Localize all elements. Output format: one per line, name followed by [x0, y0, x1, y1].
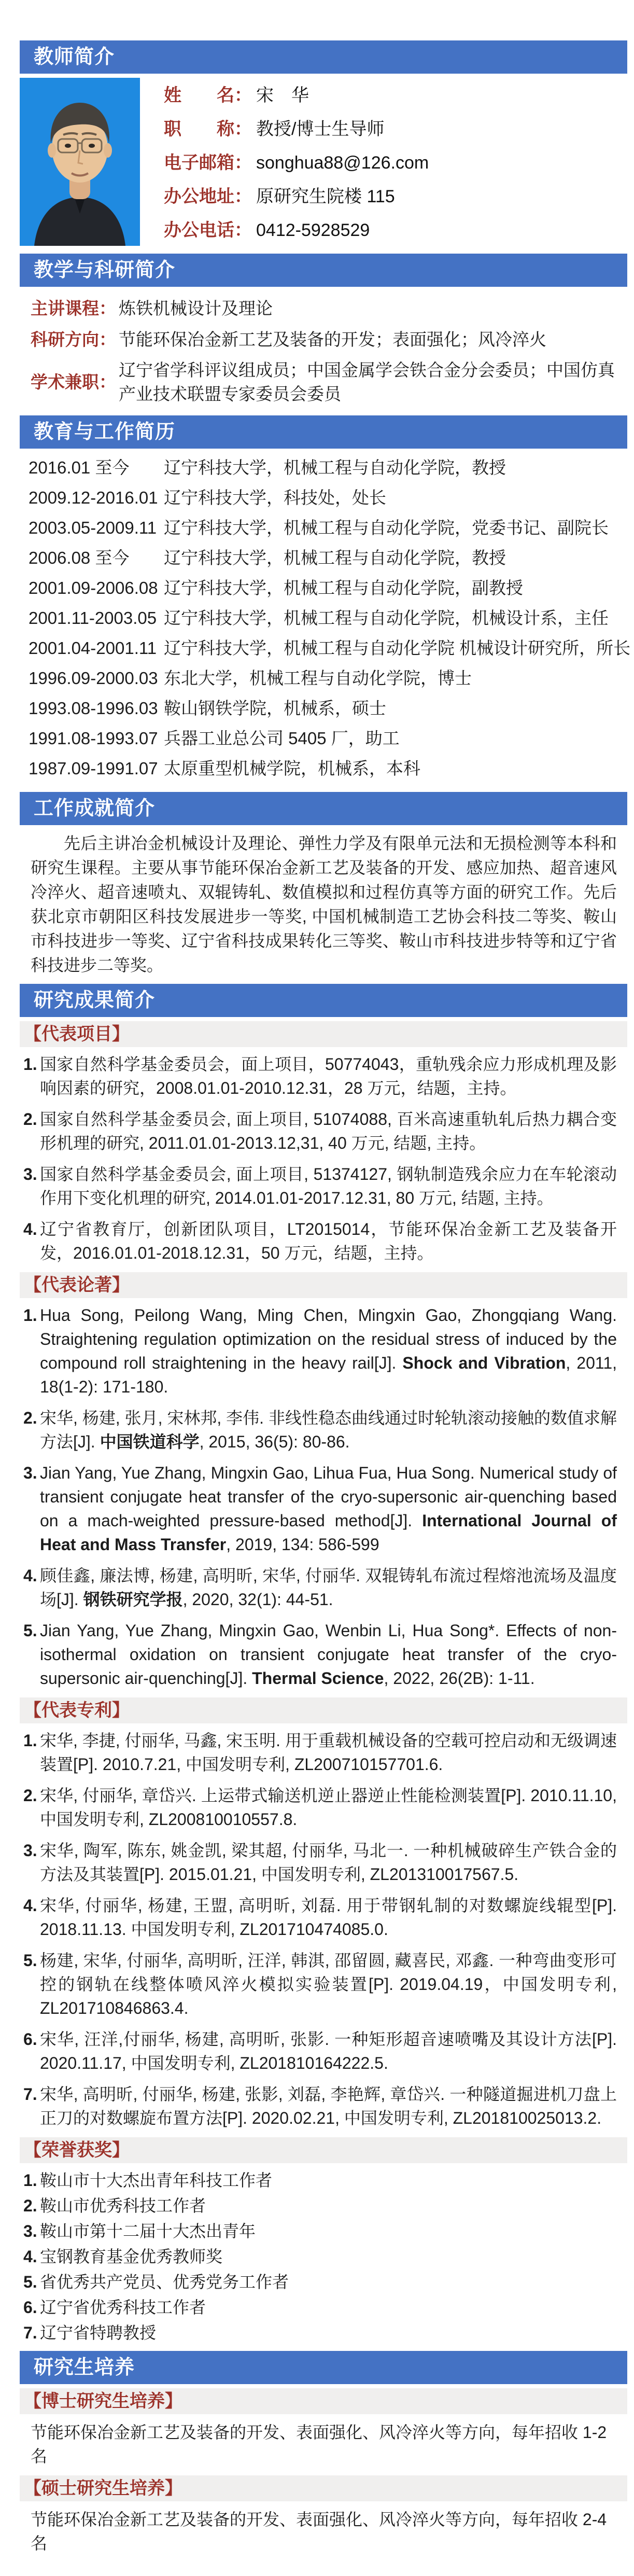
project-item: 国家自然科学基金委员会，面上项目，50774043，重轨残余应力形成机理及影响因素的研究，2008.01.01-2010.12.31，28 万元，结题，主持。 — [40, 1055, 617, 1097]
patent-item: 宋华, 汪洋,付丽华, 杨建, 高明昕, 张影. 一种矩形超音速喷嘴及其设计方法[P]. 2020.11.17, 中国发明专利, ZL201810164222.5. — [40, 2030, 617, 2072]
portrait-illustration — [20, 78, 140, 246]
publication-item — [40, 1564, 617, 1611]
publication-cite: , 2011, 18(1-2): 171-180. — [40, 1354, 617, 1396]
projects-list — [20, 1052, 627, 1265]
patent-item: 宋华, 高明昕, 付丽华, 杨建, 张影, 刘磊, 李艳辉, 章岱兴. 一种隧道掘进机刀盘上正刀的对数螺旋布置方法[P]. 2020.02.21, 中国发明专利, ZL201810025013.2. — [40, 2085, 617, 2127]
profile-block — [20, 78, 627, 247]
career-role: 太原重型机械学院，机械系，本科 — [164, 759, 420, 778]
honor-item: 鞍山市十大杰出青年科技工作者 — [40, 2171, 273, 2190]
subheading-master: 【硕士研究生培养】 — [20, 2475, 627, 2501]
journal-name: 钢铁研究学报 — [83, 1590, 183, 1609]
section-header-career: 教育与工作简历 — [20, 415, 627, 449]
teaching-block — [20, 287, 627, 409]
master-recruit-text: 节能环保冶金新工艺及装备的开发、表面强化、风冷淬火等方向，每年招收 2-4 名 — [31, 2510, 607, 2553]
career-role: 兵器工业总公司 5405 厂，助工 — [164, 729, 400, 748]
courses-value: 炼铁机械设计及理论 — [119, 299, 273, 318]
career-period: 2003.05-2009.11 — [29, 518, 157, 537]
title-label: 职 称： — [164, 119, 252, 139]
journal-name: Shock and Vibration — [402, 1354, 566, 1372]
patent-item: 宋华, 陶军, 陈东, 姚金凯, 梁其超, 付丽华, 马北一. 一种机械破碎生产铁合金的方法及其装置[P]. 2015.01.21, 中国发明专利, ZL201310017567.5. — [40, 1841, 617, 1884]
career-role: 鞍山钢铁学院，机械系，硕士 — [164, 699, 386, 718]
honor-item: 省优秀共产党员、优秀党务工作者 — [40, 2273, 289, 2291]
row-research-direction — [31, 324, 627, 355]
field-row-name — [164, 79, 429, 113]
career-list — [20, 449, 631, 786]
career-period: 2016.01 至今 — [29, 458, 130, 477]
phone-label: 办公电话： — [164, 220, 252, 240]
career-row — [29, 633, 631, 663]
career-row — [29, 663, 627, 693]
teacher-photo — [20, 78, 140, 246]
career-row — [29, 754, 627, 784]
name-value: 宋 华 — [256, 86, 309, 105]
publications-list — [20, 1303, 627, 1690]
publication-text: Hua Song, Peilong Wang, Ming Chen, Mingxin Gao, Zhongqiang Wang. Straightening regulation optimization on the residual stress of induced by the compound roll straightening in the heavy rail[J]. — [40, 1306, 617, 1372]
section-header-achievements: 工作成就简介 — [20, 792, 627, 825]
section-header-research: 研究成果简介 — [20, 984, 627, 1017]
journal-name: 中国铁道科学 — [100, 1432, 200, 1451]
title-value: 教授/博士生导师 — [256, 119, 385, 139]
publication-text: Jian Yang, Yue Zhang, Mingxin Gao, Wenbin Li, Hua Song*. Effects of non-isothermal oxidation on transient conjugate heat transfer of the cryo-supersonic air-quenching[J]. — [40, 1621, 617, 1688]
section-header-teaching: 教学与科研简介 — [20, 254, 627, 287]
courses-label: 主讲课程： — [31, 299, 116, 318]
project-item: 国家自然科学基金委员会, 面上项目, 51374127, 钢轨制造残余应力在车轮滚动作用下变化机理的研究, 2014.01.01-2017.12.31, 80 万元, 结题, 主持。 — [40, 1165, 617, 1207]
field-row-email — [164, 146, 429, 180]
publication-text: Jian Yang, Yue Zhang, Mingxin Gao, Lihua Fua, Hua Song. Numerical study of transient conjugate heat transfer of the cryo-supersonic air-quenching based on a mach-weighted pressure-based method[J]. — [40, 1464, 617, 1530]
honor-item: 鞍山市优秀科技工作者 — [40, 2196, 206, 2215]
career-period: 1991.08-1993.07 — [29, 729, 158, 748]
subheading-honors: 【荣誉获奖】 — [20, 2137, 627, 2163]
career-period: 2006.08 至今 — [29, 548, 130, 567]
field-row-office — [164, 180, 429, 214]
publication-item — [40, 1461, 617, 1556]
career-row — [29, 693, 627, 723]
profile-fields — [164, 78, 429, 247]
section-header-teacher-intro: 教师简介 — [20, 40, 627, 74]
career-row — [29, 513, 627, 543]
research-direction-value: 节能环保冶金新工艺及装备的开发；表面强化；风冷淬火 — [119, 330, 546, 349]
email-label: 电子邮箱： — [164, 153, 252, 173]
subheading-projects: 【代表项目】 — [20, 1021, 627, 1047]
portrait-ear-right — [104, 143, 112, 158]
journal-name: Thermal Science — [252, 1669, 384, 1688]
career-role: 东北大学，机械工程与自动化学院，博士 — [164, 669, 472, 688]
career-role: 辽宁科技大学，机械工程与自动化学院，副教授 — [164, 578, 523, 597]
row-academic-posts — [31, 355, 627, 409]
field-row-phone — [164, 214, 429, 247]
project-item: 辽宁省教育厅，创新团队项目，LT2015014，节能环保冶金新工艺及装备开发，2016.01.01-2018.12.31，50 万元，结题，主持。 — [40, 1220, 617, 1262]
portrait-ear-left — [48, 143, 56, 158]
academic-posts-label: 学术兼职： — [31, 372, 116, 392]
achievements-paragraph: 先后主讲冶金机械设计及理论、弹性力学及有限单元法和无损检测等本科和研究生课程。主要从事节能环保冶金新工艺及装备的开发、感应加热、超音速风冷淬火、超音速喷丸、双辊铸轧、数值模拟和过程仿真等方面的研究工作。先后获北京市朝阳区科技发展进步一等奖, 中国机械制造工艺协会科技二等奖、鞍山市科技进步一等奖、辽宁省科技成果转化三等奖、鞍山市科技进步特等和辽宁省科技进步二等奖。 — [31, 834, 617, 974]
subheading-phd: 【博士研究生培养】 — [20, 2388, 627, 2414]
patents-list — [20, 1729, 627, 2130]
patent-item: 宋华, 付丽华, 杨建, 王盟, 高明昕, 刘磊. 用于带钢轧制的对数螺旋线辊型[P]. 2018.11.13. 中国发明专利, ZL201710474085.0. — [40, 1896, 617, 1939]
publication-cite: , 2022, 26(2B): 1-11. — [384, 1669, 535, 1688]
portrait-eye-left — [65, 144, 71, 148]
publication-cite: , 2019, 134: 586-599 — [226, 1535, 379, 1554]
career-period: 1996.09-2000.03 — [29, 669, 158, 688]
patent-item: 宋华, 李捷, 付丽华, 马鑫, 宋玉明. 用于重载机械设备的空载可控启动和无级调速装置[P]. 2010.7.21, 中国发明专利, ZL200710157701.6. — [40, 1731, 617, 1774]
publication-item — [40, 1303, 617, 1399]
career-role: 辽宁科技大学，机械工程与自动化学院，机械设计系，主任 — [164, 608, 609, 628]
career-row — [29, 723, 627, 754]
career-period: 2009.12-2016.01 — [29, 488, 158, 507]
honor-item: 辽宁省特聘教授 — [40, 2323, 157, 2342]
career-row — [29, 453, 627, 483]
patent-item: 杨建, 宋华, 付丽华, 高明昕, 汪洋, 韩淇, 邵留圆, 藏喜民, 邓鑫. 一种弯曲变形可控的钢轨在线整体喷风淬火模拟实验装置[P]. 2019.04.19，中国发明专利, ZL201710846863.4. — [40, 1951, 617, 2017]
career-period: 2001.09-2006.08 — [29, 578, 158, 597]
office-value: 原研究生院楼 115 — [256, 187, 395, 206]
name-label: 姓 名： — [164, 86, 252, 105]
academic-posts-value: 辽宁省学科评议组成员；中国金属学会铁合金分会委员；中国仿真产业技术联盟专家委员会委员 — [119, 360, 615, 403]
publication-cite: , 2020, 32(1): 44-51. — [182, 1590, 333, 1609]
honors-list — [20, 2168, 627, 2345]
career-row — [29, 573, 627, 603]
career-period: 1993.08-1996.03 — [29, 699, 158, 718]
subheading-patents: 【代表专利】 — [20, 1697, 627, 1723]
honor-item: 鞍山市第十二届十大杰出青年 — [40, 2222, 256, 2240]
honor-item: 宝钢教育基金优秀教师奖 — [40, 2247, 223, 2266]
email-value: songhua88@126.com — [256, 153, 429, 173]
career-role: 辽宁科技大学，机械工程与自动化学院，教授 — [164, 548, 506, 567]
publication-item — [40, 1619, 617, 1690]
career-period: 2001.11-2003.05 — [29, 608, 157, 628]
section-header-graduate: 研究生培养 — [20, 2351, 627, 2384]
career-row — [29, 603, 627, 633]
journal-name: International Journal of Heat and Mass Transfer — [40, 1511, 617, 1554]
career-role: 辽宁科技大学，机械工程与自动化学院，教授 — [164, 458, 506, 477]
project-item: 国家自然科学基金委员会, 面上项目, 51074088, 百米高速重轨轧后热力耦合变形机理的研究, 2011.01.01-2013.12,31, 40 万元, 结题, 主持。 — [40, 1110, 617, 1152]
career-role: 辽宁科技大学，机械工程与自动化学院 机械设计研究所，所长 — [164, 638, 631, 658]
career-row — [29, 543, 627, 573]
field-row-title — [164, 113, 429, 146]
publication-item — [40, 1406, 617, 1454]
research-direction-label: 科研方向： — [31, 330, 116, 349]
career-role: 辽宁科技大学，科技处，处长 — [164, 488, 386, 507]
honor-item: 辽宁省优秀科技工作者 — [40, 2298, 206, 2317]
phone-value: 0412-5928529 — [256, 220, 370, 240]
publication-text: 宋华, 杨建, 张月, 宋林邦, 李伟. 非线性稳态曲线通过时轮轨滚动接触的数值求解方法[J]. — [40, 1409, 617, 1451]
publication-cite: , 2015, 36(5): 80-86. — [199, 1432, 350, 1451]
phd-recruit-text: 节能环保冶金新工艺及装备的开发、表面强化、风冷淬火等方向，每年招收 1-2 名 — [31, 2423, 607, 2466]
career-role: 辽宁科技大学，机械工程与自动化学院，党委书记、副院长 — [164, 518, 609, 537]
patent-item: 宋华, 付丽华, 章岱兴. 上运带式输送机逆止器逆止性能检测装置[P]. 2010.11.10, 中国发明专利, ZL200810010557.8. — [40, 1786, 617, 1829]
row-courses — [31, 293, 627, 324]
career-row — [29, 483, 627, 513]
career-period: 1987.09-1991.07 — [29, 759, 158, 778]
subheading-publications: 【代表论著】 — [20, 1272, 627, 1298]
office-label: 办公地址： — [164, 187, 252, 206]
portrait-eye-right — [89, 144, 95, 148]
career-period: 2001.04-2001.11 — [29, 638, 157, 658]
publication-text: 顾佳鑫, 廉法博, 杨建, 高明昕, 宋华, 付丽华. 双辊铸轧布流过程熔池流场及温度场[J]. — [40, 1566, 617, 1609]
